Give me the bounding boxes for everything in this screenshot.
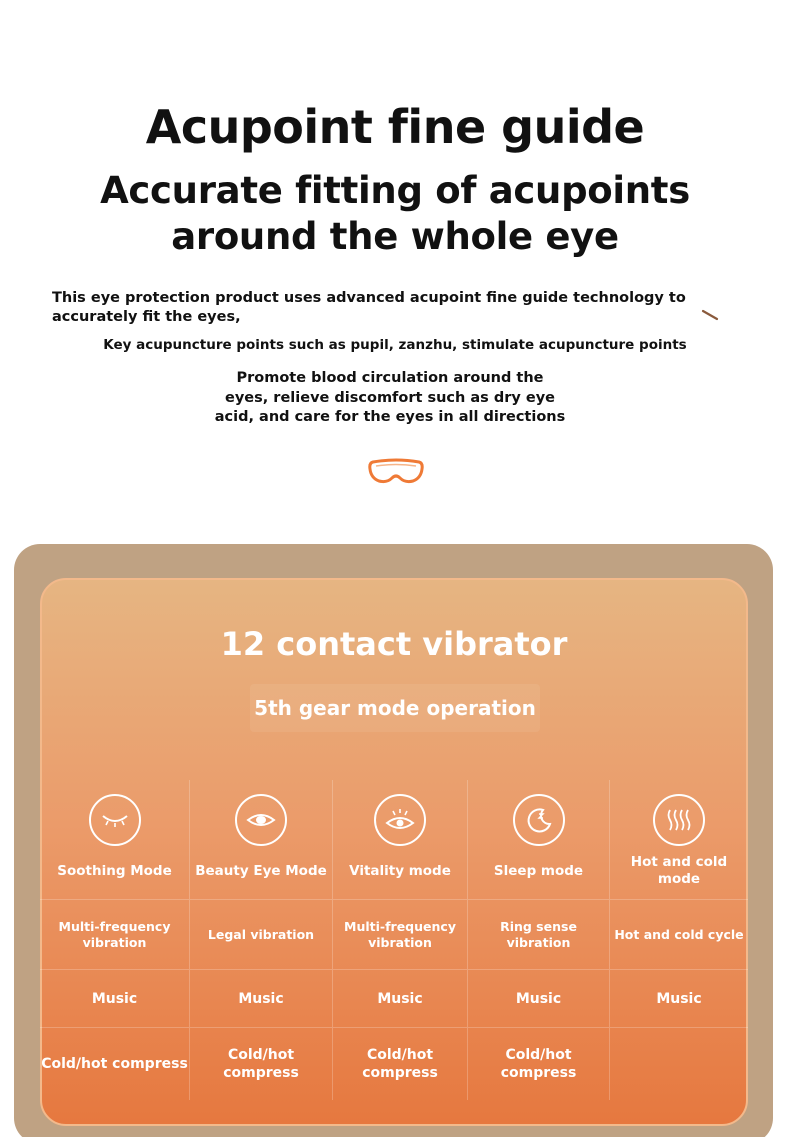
mode-cell-hot-cold: [610, 780, 748, 899]
vibration-cell: Hot and cold cycle: [614, 926, 744, 942]
decorative-stroke-icon: [700, 308, 720, 322]
compress-cell: Cold/hot compress: [468, 1028, 610, 1100]
page-subtitle: [60, 168, 730, 260]
intro-line-2: accurately fit the eyes,: [52, 309, 241, 325]
closed-eye-icon: [89, 794, 141, 846]
bright-eye-icon: [374, 794, 426, 846]
mode-cell-soothing: [40, 780, 190, 899]
vibration-cell: Multi-frequency vibration: [40, 900, 190, 969]
compress-cell: Cold/hot compress: [40, 1028, 190, 1100]
music-cell: Music: [190, 970, 333, 1027]
page-title: Acupoint fine guide: [145, 100, 645, 154]
compress-cell: Cold/hot compress: [190, 1028, 333, 1100]
benefit-line-1: Promote blood circulation around the: [236, 370, 544, 386]
panel-title: 12 contact vibrator: [220, 625, 568, 663]
music-cell: Music: [333, 970, 468, 1027]
moon-sleep-icon: [513, 794, 565, 846]
benefit-line-2: eyes, relieve discomfort such as dry eye: [225, 389, 555, 406]
mode-cell-vitality: [333, 780, 468, 899]
vibration-cell: Multi-frequency vibration: [333, 900, 468, 969]
compress-cell: Cold/hot compress: [333, 1028, 468, 1100]
subtitle-line-1: Accurate fitting of acupoints: [100, 169, 690, 212]
intro-line-1: This eye protection product uses advanced acupoint fine guide technology to: [52, 290, 686, 306]
benefit-line-3: acid, and care for the eyes in all directions: [214, 409, 566, 425]
heat-waves-icon: [653, 794, 705, 846]
vibration-cell: Legal vibration: [190, 900, 333, 969]
mode-label: Sleep mode: [493, 862, 584, 879]
mode-label: Soothing Mode: [57, 862, 172, 879]
table-row-vibration: [40, 900, 748, 970]
mode-cell-sleep: [468, 780, 610, 899]
panel-subtitle: 5th gear mode operation: [250, 684, 540, 732]
mode-cell-beauty-eye: [190, 780, 333, 899]
mode-label: Beauty Eye Mode: [195, 862, 327, 879]
benefit-paragraph: [195, 369, 585, 428]
mode-label: Hot and cold mode: [630, 854, 728, 887]
music-cell: Music: [656, 990, 702, 1007]
eye-icon: [235, 794, 287, 846]
table-row-compress: [40, 1028, 748, 1100]
acupoint-paragraph: Key acupuncture points such as pupil, zanzhu, stimulate acupuncture points: [103, 337, 687, 353]
music-cell: Music: [468, 970, 610, 1027]
table-row-music: [40, 970, 748, 1028]
intro-paragraph: [52, 289, 702, 327]
mode-label: Vitality mode: [349, 862, 451, 879]
goggles-icon: [367, 456, 425, 486]
music-cell: Music: [40, 970, 190, 1027]
table-row-modes: [40, 780, 748, 900]
subtitle-line-2: around the whole eye: [171, 215, 619, 258]
mode-table: [40, 780, 748, 1100]
vibration-cell: Ring sense vibration: [468, 900, 610, 969]
compress-cell: [610, 1028, 748, 1100]
